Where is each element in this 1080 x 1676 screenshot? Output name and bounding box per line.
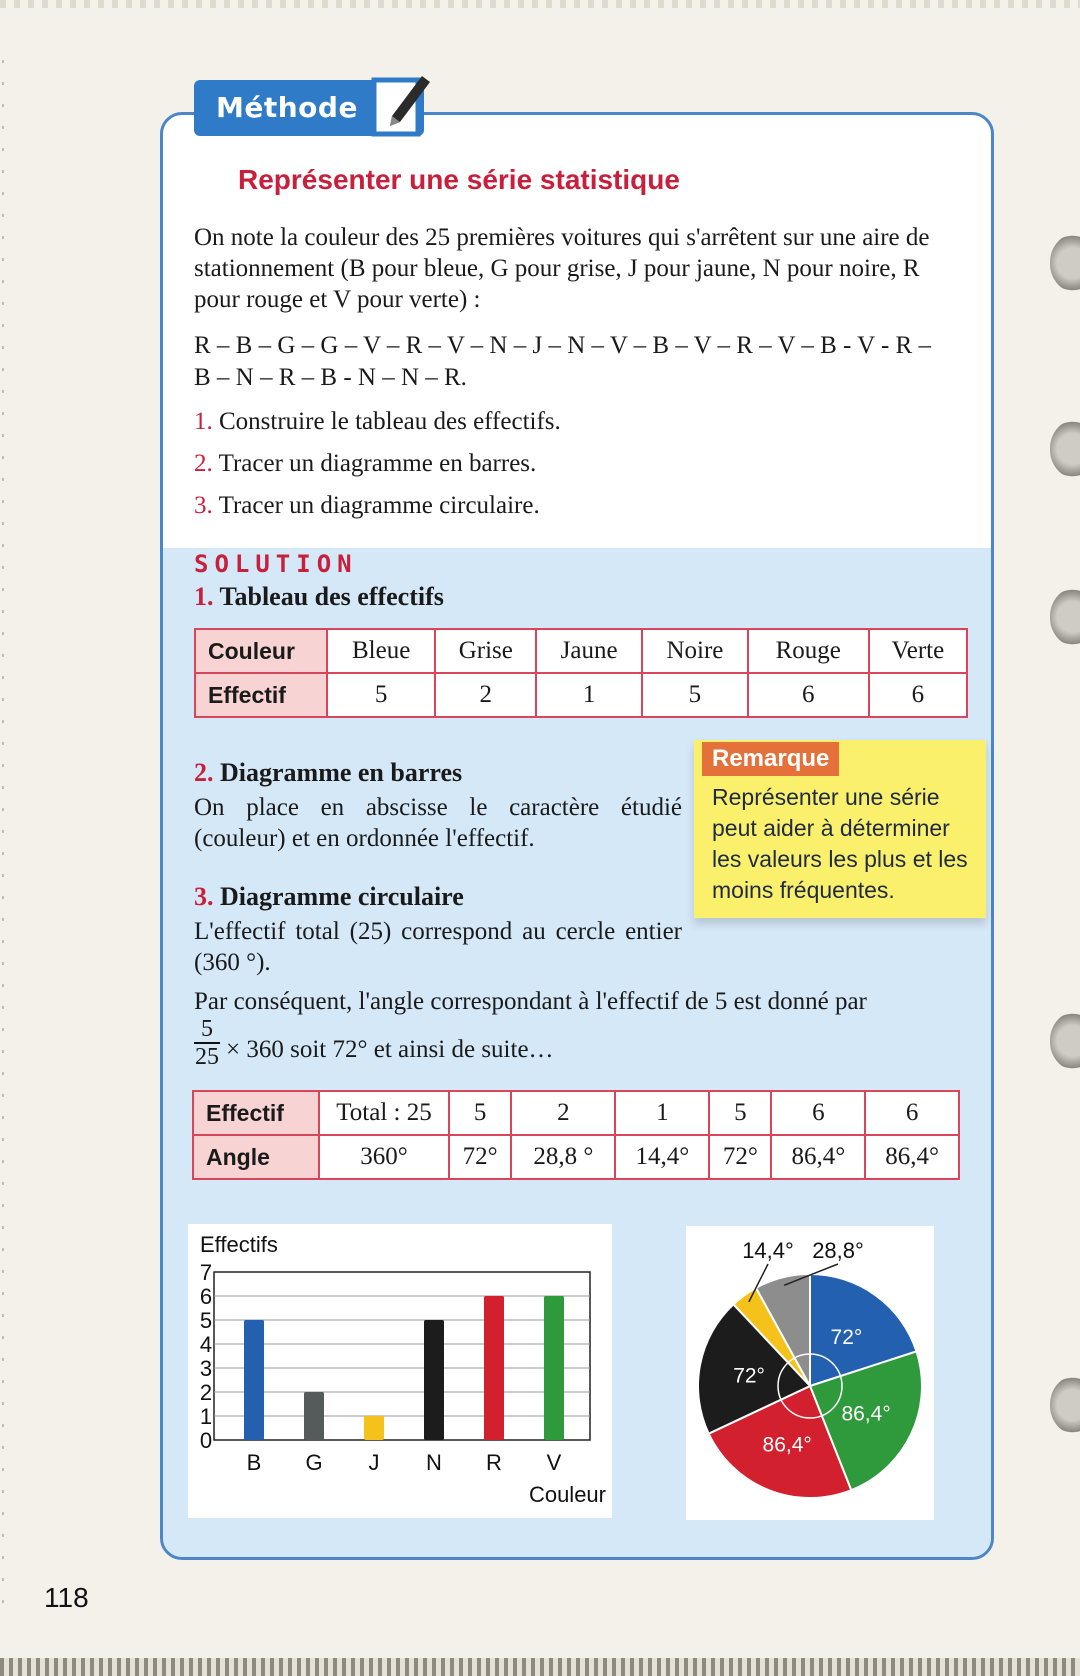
remark-box xyxy=(694,740,986,918)
table-cell: Bleue xyxy=(327,629,435,673)
table-cell: 72° xyxy=(709,1135,771,1179)
slice-label: 72° xyxy=(733,1364,765,1388)
table-cell: Verte xyxy=(869,629,967,673)
part-number: 1. xyxy=(194,582,214,611)
bar-N xyxy=(424,1320,444,1440)
sequence-line-1: R – B – G – G – V – R – V – N – J – N – V – B – V – R – V – B - V - R – xyxy=(194,332,931,359)
remark-text: Représenter une série peut aider à déterminer les valeurs les plus et les moins fréquentes. xyxy=(712,784,968,903)
y-tick-label: 2 xyxy=(199,1380,213,1405)
y-tick-label: 0 xyxy=(199,1428,213,1453)
fraction-denominator: 25 xyxy=(195,1044,219,1070)
page-edge-bottom xyxy=(0,1658,1080,1676)
binder-ring xyxy=(1050,586,1080,648)
table-cell: Rouge xyxy=(748,629,869,673)
question-text: Tracer un diagramme en barres. xyxy=(218,450,537,477)
bar-chart xyxy=(188,1224,612,1518)
x-axis-label: Couleur xyxy=(528,1482,606,1507)
y-tick-label: 3 xyxy=(199,1356,213,1381)
x-tick-label: J xyxy=(368,1450,380,1475)
slice-label: 86,4° xyxy=(762,1433,812,1457)
part3-text-2: Par conséquent, l'angle correspondant à l'effectif de 5 est donné par xyxy=(194,988,867,1015)
binding-margin xyxy=(2,60,4,1620)
table-cell: 6 xyxy=(771,1091,865,1135)
frequency-table xyxy=(194,628,968,718)
part1-heading xyxy=(194,582,444,612)
binder-ring xyxy=(1050,418,1080,480)
table-cell: 2 xyxy=(435,673,536,717)
table-cell: 72° xyxy=(449,1135,511,1179)
question-number: 1. xyxy=(194,408,213,435)
bar-G xyxy=(304,1392,324,1440)
table-cell: Grise xyxy=(435,629,536,673)
x-tick-label: G xyxy=(305,1450,323,1475)
fraction xyxy=(194,1016,220,1070)
part-number: 2. xyxy=(194,758,214,787)
question-3 xyxy=(194,490,956,521)
y-tick-label: 6 xyxy=(199,1284,213,1309)
pie-chart xyxy=(686,1226,934,1520)
bar-B xyxy=(244,1320,264,1440)
y-tick-label: 4 xyxy=(199,1332,213,1357)
table-cell: 5 xyxy=(327,673,435,717)
page-title: Représenter une série statistique xyxy=(238,164,680,195)
x-tick-label: R xyxy=(486,1450,502,1475)
binder-ring xyxy=(1050,1374,1080,1436)
slice-label: 14,4° xyxy=(742,1238,794,1263)
table-cell: 5 xyxy=(642,673,748,717)
table-cell: 86,4° xyxy=(865,1135,959,1179)
table-row xyxy=(195,629,967,673)
statement-intro: On note la couleur des 25 premières voitures qui s'arrêtent sur une aire de stationnement (B pour bleue, G pour grise, J pour jaune, N pour noire, R pour rouge et V pour verte) : xyxy=(194,224,930,313)
table-row xyxy=(193,1091,959,1135)
table-cell: 14,4° xyxy=(615,1135,709,1179)
x-tick-label: N xyxy=(426,1450,442,1475)
bar-V xyxy=(544,1296,564,1440)
table-cell: Noire xyxy=(642,629,748,673)
table-cell: 6 xyxy=(869,673,967,717)
y-tick-label: 7 xyxy=(199,1260,213,1285)
bar-chart-container xyxy=(188,1224,612,1518)
table-header-cell: Effectif xyxy=(193,1091,319,1135)
question-text: Construire le tableau des effectifs. xyxy=(219,408,561,435)
remark-label: Remarque xyxy=(702,742,839,776)
question-1 xyxy=(194,406,956,437)
table-cell: Jaune xyxy=(536,629,642,673)
pie-chart-container xyxy=(686,1226,934,1520)
part3-heading xyxy=(194,882,464,912)
pencil-note-icon xyxy=(370,64,434,140)
slice-label: 28,8° xyxy=(812,1238,864,1263)
page-number: 118 xyxy=(44,1582,89,1613)
table-cell: Total : 25 xyxy=(319,1091,449,1135)
y-axis-label: Effectifs xyxy=(200,1232,278,1257)
part-title: Diagramme en barres xyxy=(220,758,463,787)
question-number: 3. xyxy=(194,492,213,519)
binder-ring xyxy=(1050,232,1080,294)
table-cell: 1 xyxy=(536,673,642,717)
binder-ring xyxy=(1050,1010,1080,1072)
y-tick-label: 5 xyxy=(199,1308,213,1333)
question-text: Tracer un diagramme circulaire. xyxy=(218,492,540,519)
y-tick-label: 1 xyxy=(199,1404,213,1429)
part-number: 3. xyxy=(194,882,214,911)
table-cell: 86,4° xyxy=(771,1135,865,1179)
table-cell: 360° xyxy=(319,1135,449,1179)
page-edge-top xyxy=(0,0,1080,8)
solution-label: SOLUTION xyxy=(194,550,358,578)
part-title: Tableau des effectifs xyxy=(219,582,444,611)
fraction-result: × 360 soit 72° et ainsi de suite… xyxy=(226,1036,554,1063)
angle-table xyxy=(192,1090,960,1180)
sequence-line-2: B – N – R – B - N – N – R. xyxy=(194,364,467,391)
question-2 xyxy=(194,448,956,479)
bar-R xyxy=(484,1296,504,1440)
plot-frame xyxy=(214,1272,590,1440)
slice-label: 72° xyxy=(830,1325,863,1349)
table-cell: 5 xyxy=(709,1091,771,1135)
part2-heading xyxy=(194,758,462,788)
table-header-cell: Effectif xyxy=(195,673,327,717)
table-cell: 2 xyxy=(511,1091,615,1135)
x-tick-label: B xyxy=(246,1450,262,1475)
part-title: Diagramme circulaire xyxy=(220,882,464,911)
part2-text: On place en abscisse le caractère étudié (couleur) et en ordonnée l'effectif. xyxy=(194,794,682,852)
x-tick-label: V xyxy=(546,1450,562,1475)
part3-text-1: L'effectif total (25) correspond au cercle entier (360 °). xyxy=(194,918,682,976)
slice-label: 86,4° xyxy=(841,1402,891,1426)
fraction-numerator: 5 xyxy=(201,1016,213,1042)
bar-J xyxy=(364,1416,384,1440)
question-number: 2. xyxy=(194,450,213,477)
table-row xyxy=(193,1135,959,1179)
table-cell: 1 xyxy=(615,1091,709,1135)
table-header-cell: Couleur xyxy=(195,629,327,673)
method-tab: Méthode xyxy=(194,80,424,136)
table-cell: 6 xyxy=(748,673,869,717)
table-cell: 28,8 ° xyxy=(511,1135,615,1179)
table-header-cell: Angle xyxy=(193,1135,319,1179)
table-cell: 5 xyxy=(449,1091,511,1135)
table-cell: 6 xyxy=(865,1091,959,1135)
table-row xyxy=(195,673,967,717)
